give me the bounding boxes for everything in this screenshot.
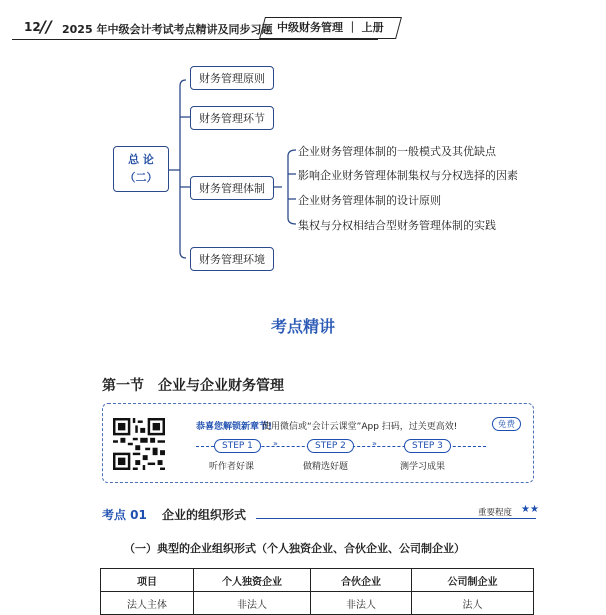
header-slash: // <box>40 17 52 36</box>
table-cell: 非法人 <box>311 592 412 615</box>
point-rule <box>256 518 536 519</box>
section-title: 考点精讲 <box>270 317 335 336</box>
point-number: 考点 01 <box>102 508 147 522</box>
connector-sub-trunk <box>288 150 296 224</box>
qr-code-icon[interactable] <box>113 418 165 470</box>
mindmap-sub-4: 集权与分权相结合型财务管理体制的实践 <box>298 219 496 232</box>
step-1-badge: STEP 1 <box>214 439 261 453</box>
step-2-badge: STEP 2 <box>307 439 354 453</box>
mindmap-branch-4: 财务管理环境 <box>190 247 274 271</box>
point-title: 企业的组织形式 <box>162 508 247 522</box>
table-header: 个人独资企业 <box>194 569 311 592</box>
mindmap-root <box>113 146 169 192</box>
table-cell: 非法人 <box>194 592 311 615</box>
page-number: 12 <box>24 20 41 34</box>
org-form-table <box>100 568 534 615</box>
importance-stars: ★★ <box>521 504 539 515</box>
step-1-caption: 听作者好课 <box>209 462 255 472</box>
step-3-caption: 测学习成果 <box>400 462 446 472</box>
table-cell: 法人 <box>412 592 534 615</box>
book-title: 2025 年中级会计考试考点精讲及同步习题 <box>62 23 273 36</box>
mindmap-sub-2: 影响企业财务管理体制集权与分权选择的因素 <box>298 169 518 182</box>
banner-text: 使用微信或“会计云课堂”App 扫码，过关更高效! <box>262 422 458 432</box>
table-header-row <box>101 569 534 592</box>
free-badge: 免费 <box>492 417 521 431</box>
table-header: 合伙企业 <box>311 569 412 592</box>
table-cell: 法人主体 <box>101 592 194 615</box>
importance-label: 重要程度 <box>478 508 513 518</box>
step-3-badge: STEP 3 <box>404 439 451 453</box>
step-2-caption: 做精选好题 <box>303 462 349 472</box>
table-header: 公司制企业 <box>412 569 534 592</box>
subsection-title: （一）典型的企业组织形式（个人独资企业、合伙企业、公司制企业） <box>124 542 465 555</box>
mindmap-root-line2: （二） <box>124 171 158 184</box>
mindmap-root-line1: 总 论 <box>128 153 154 166</box>
step-arrow-icon: » <box>273 439 278 448</box>
banner-highlight: 恭喜您解锁新章节! <box>196 422 273 432</box>
table-row <box>101 592 534 615</box>
table-header: 项目 <box>101 569 194 592</box>
connector-trunk <box>180 80 186 258</box>
mindmap-sub-3: 企业财务管理体制的设计原则 <box>298 194 441 207</box>
mindmap-branch-3: 财务管理体制 <box>190 176 274 200</box>
mindmap-sub-1: 企业财务管理体制的一般模式及其优缺点 <box>298 145 496 158</box>
mindmap-branch-1: 财务管理原则 <box>190 66 274 90</box>
step-arrow-icon: » <box>372 439 377 448</box>
mindmap-branch-2: 财务管理环节 <box>190 106 274 130</box>
chapter-title: 第一节 企业与企业财务管理 <box>102 378 284 394</box>
book-tag-label: 中级财务管理 ｜ 上册 <box>277 21 384 34</box>
